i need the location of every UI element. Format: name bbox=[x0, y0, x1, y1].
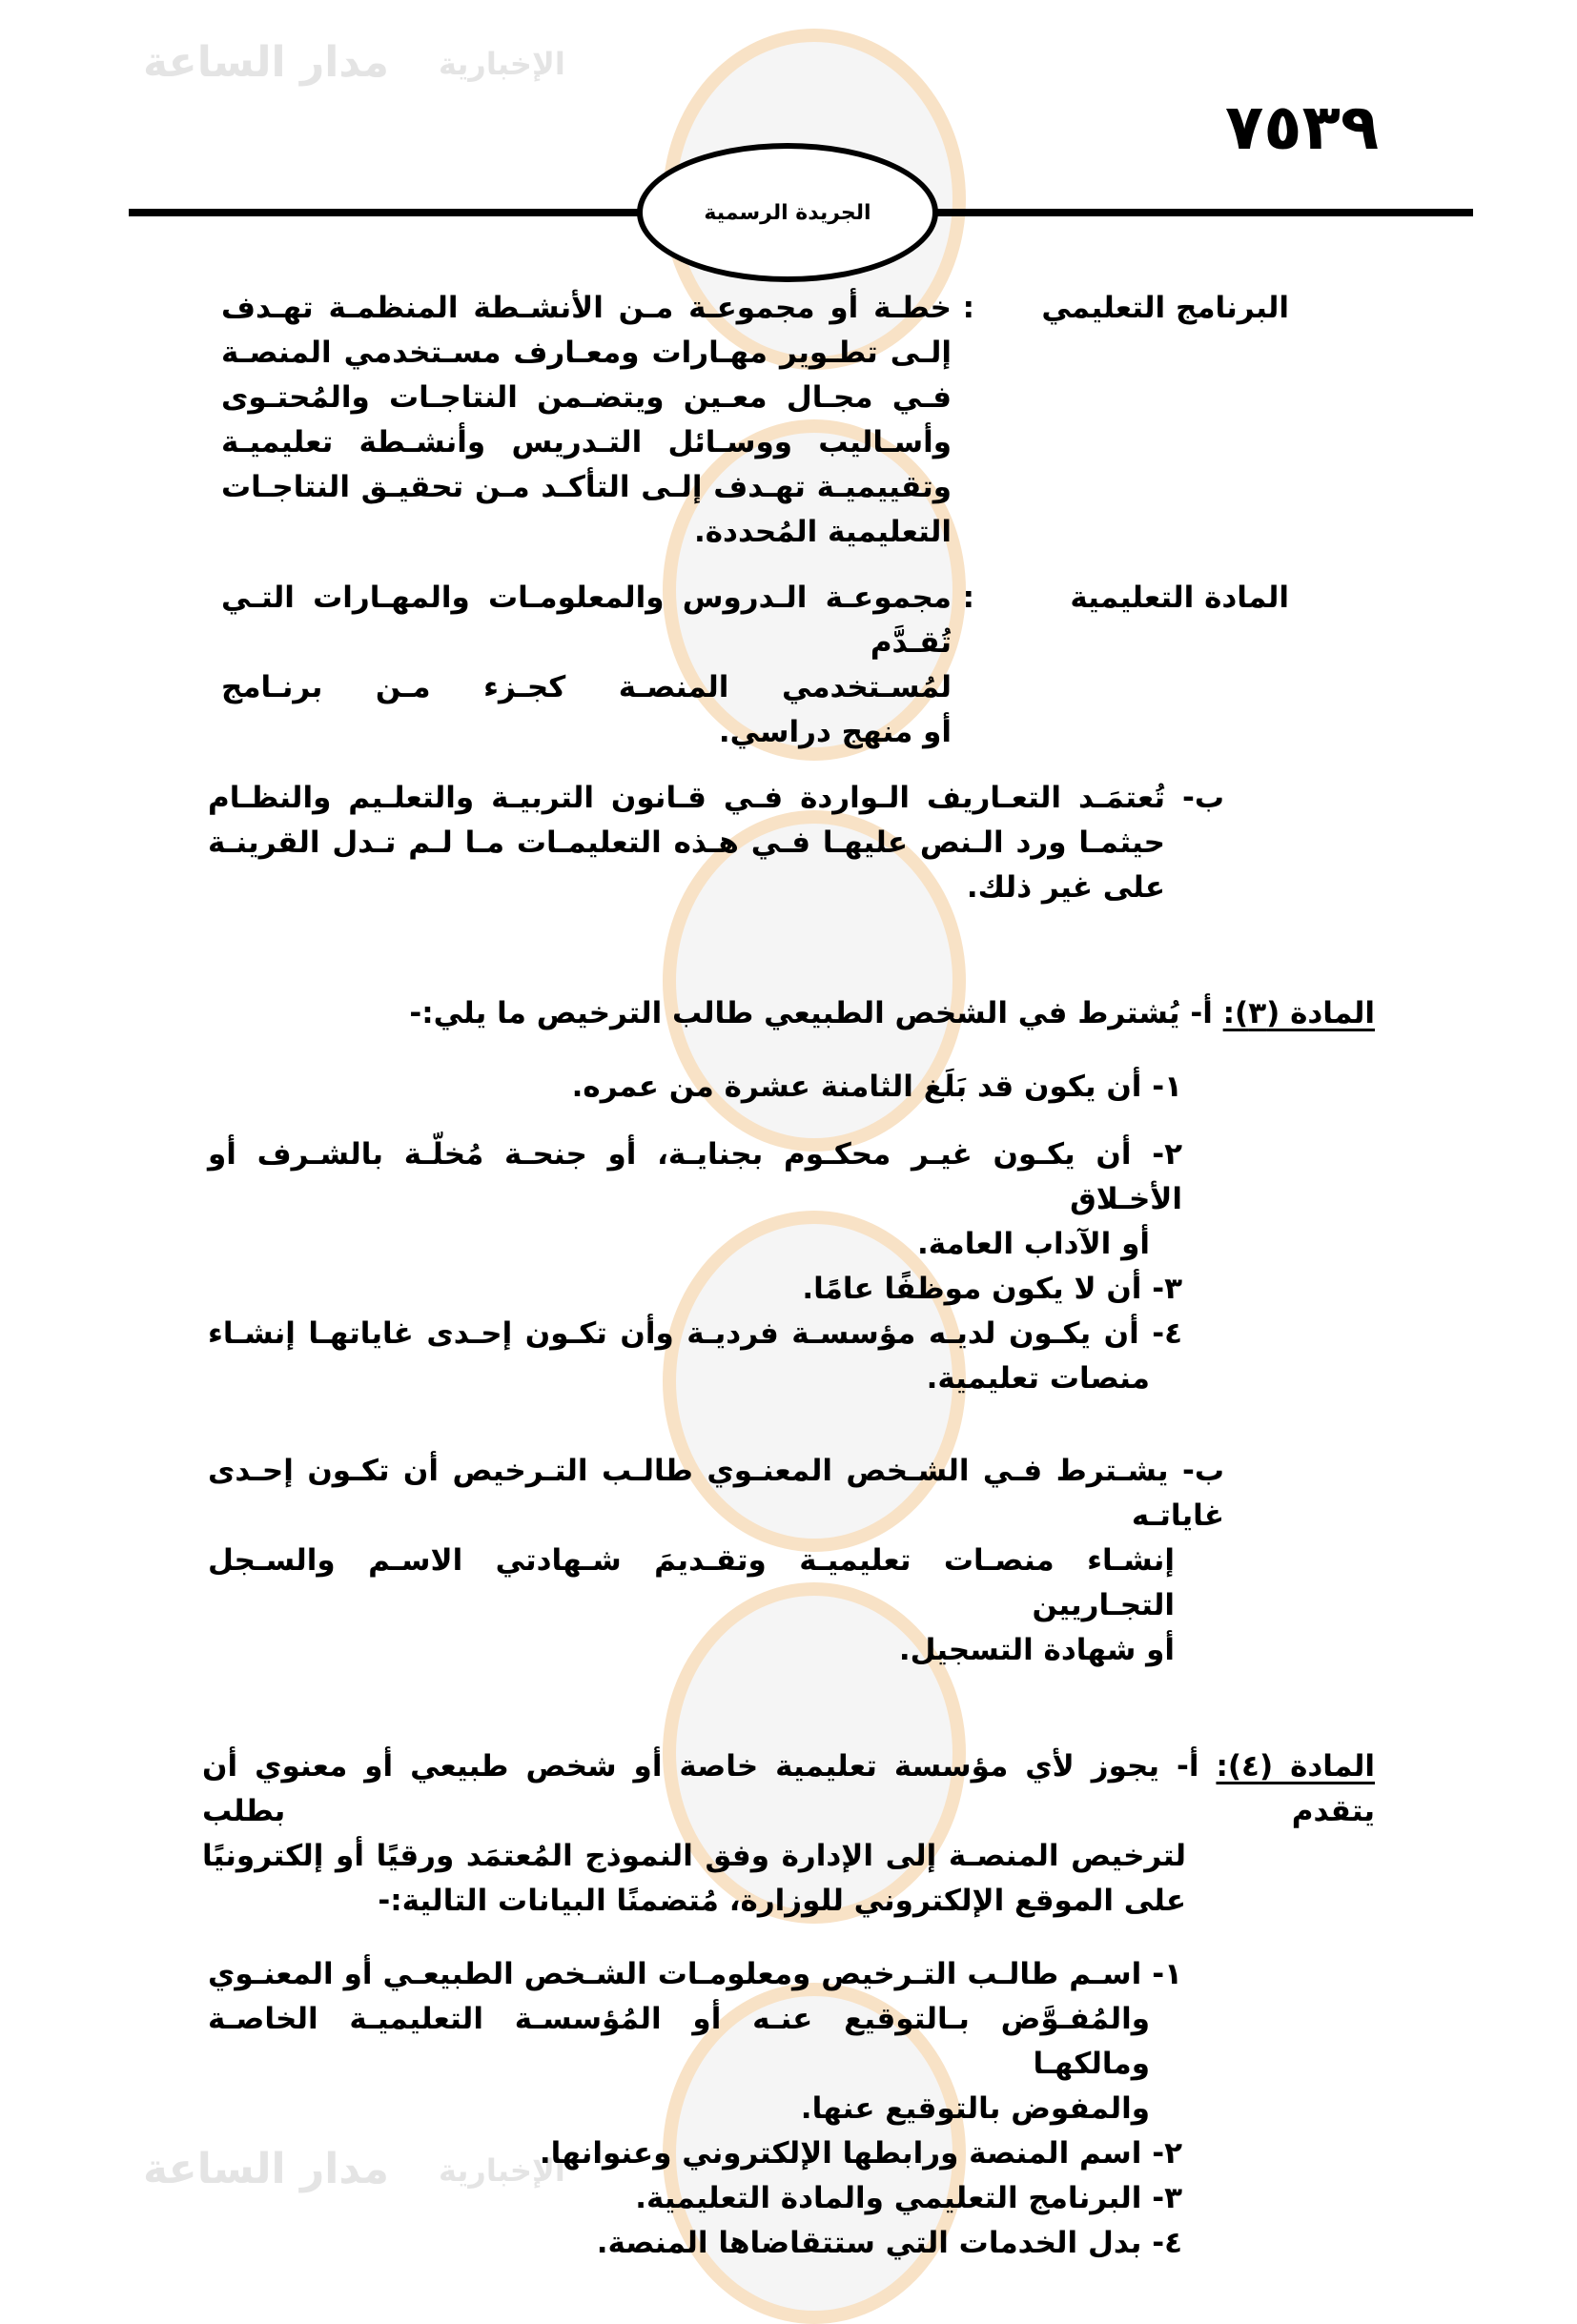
document-body bbox=[0, 286, 1577, 2266]
definition-text bbox=[221, 286, 952, 555]
definition-term: البرنامج التعليمي bbox=[1041, 291, 1289, 325]
clause-b bbox=[208, 776, 1224, 910]
definition-colon: : bbox=[962, 581, 974, 615]
article-4-item: ١- اسـم طالـب التـرخيص ومعلومـات الشـخص الطبيعـي أو المعنـوي bbox=[208, 1957, 1182, 1991]
article-3-clause-b-line: إنشـاء منصـات تعليميـة وتقـديمَ شـهادتي الاسـم والسـجل التجـاريين bbox=[208, 1543, 1175, 1622]
article-4-intro-line: على الموقع الإلكتروني للوزارة، مُتضمنًا البيانات التالية:- bbox=[378, 1884, 1186, 1918]
clause-b-line: حيثمـا ورد الـنص عليهـا فـي هـذه التعليمـات مـا لـم تـدل القرينـة bbox=[208, 826, 1165, 860]
watermark-brand: مدار الساعة bbox=[143, 38, 390, 87]
article-3-item: ٣- أن لا يكون موظفًا عامًا. bbox=[802, 1272, 1182, 1306]
article-4-item: والمفوض بالتوقيع عنها. bbox=[800, 2091, 1150, 2126]
definition-colon: : bbox=[962, 291, 974, 325]
definition-educational-material bbox=[221, 576, 1289, 755]
article-3-item: أو الآداب العامة. bbox=[916, 1227, 1150, 1261]
definition-text bbox=[221, 576, 952, 755]
article-3-item: ١- أن يكون قد بَلَغ الثامنة عشرة من عمره. bbox=[571, 1070, 1182, 1104]
article-4-item-3 bbox=[208, 2176, 1182, 2221]
article-4-label: المادة (٤): bbox=[1216, 1749, 1375, 1784]
clause-b-line: على غير ذلك. bbox=[966, 870, 1165, 905]
gazette-emblem bbox=[637, 143, 938, 282]
article-3-heading bbox=[202, 991, 1375, 1036]
article-4-item-1 bbox=[208, 1952, 1182, 2131]
watermark-subtitle: الإخبارية bbox=[439, 2152, 565, 2189]
article-4-heading bbox=[202, 1744, 1375, 1834]
article-4-item-4 bbox=[208, 2221, 1182, 2266]
article-4-item: والمُفـوَّض بـالتوقيع عنـه أو المُؤسسـة التعليميـة الخاصـة ومالكهـا bbox=[208, 2002, 1150, 2081]
article-3-item-3 bbox=[208, 1267, 1182, 1312]
article-3 bbox=[202, 991, 1375, 1036]
definition-term: المادة التعليمية bbox=[1070, 581, 1289, 615]
watermark-brand: مدار الساعة bbox=[143, 2145, 390, 2193]
definition-text-line: وأسـاليب ووسـائل التـدريس وأنشـطة تعليميـة bbox=[221, 425, 952, 459]
article-3-intro: أ- يُشترط في الشخص الطبيعي طالب الترخيص ما يلي:- bbox=[409, 996, 1213, 1030]
article-3-label: المادة (٣): bbox=[1222, 996, 1375, 1030]
article-3-clause-b-line: ب- يشـترط فـي الشـخص المعنـوي طالـب التـرخيص أن تكـون إحـدى غاياتـه bbox=[208, 1454, 1224, 1533]
article-4-item: ٢- اسم المنصة ورابطها الإلكتروني وعنوانها. bbox=[539, 2136, 1182, 2171]
definition-text-line: خطـة أو مجموعـة مـن الأنشـطة المنظمـة تهـدف bbox=[221, 291, 952, 325]
watermark-subtitle: الإخبارية bbox=[439, 46, 565, 82]
article-4-item-2 bbox=[208, 2131, 1182, 2176]
article-3-item: ٤- أن يكـون لديـه مؤسسـة فرديـة وأن تكـون إحـدى غاياتهـا إنشـاء bbox=[208, 1316, 1182, 1351]
definition-text-line: إلـى تطـوير مهـارات ومعـارف مسـتخدمي المنصـة bbox=[221, 336, 952, 370]
article-4 bbox=[202, 1744, 1375, 1924]
clause-b-line: ب- تُعتمَـد التعـاريف الـواردة فـي قـانون التربيـة والتعلـيم والنظـام bbox=[208, 781, 1224, 815]
definition-text-line: مجموعـة الـدروس والمعلومـات والمهـارات التـي تُقـدَّم bbox=[221, 581, 952, 660]
definition-text-line: وتقييميـة تهـدف إلـى التأكـد مـن تحقيـق النتاجـات bbox=[221, 470, 952, 504]
definition-text-line: لمُسـتخدمي المنصـة كجـزء مـن برنـامج bbox=[221, 670, 952, 704]
definition-text-line: أو منهج دراسي. bbox=[718, 715, 952, 749]
gazette-name: الجريدة الرسمية bbox=[704, 200, 871, 225]
article-3-item-1 bbox=[208, 1065, 1182, 1110]
article-3-item-2 bbox=[208, 1132, 1182, 1267]
article-4-item: ٤- بدل الخدمات التي ستتقاضاها المنصة. bbox=[596, 2226, 1182, 2260]
article-4-intro-line: لترخيص المنصـة إلى الإدارة وفق النموذج المُعتمَد ورقيًا أو إلكترونيًا bbox=[202, 1839, 1186, 1873]
article-4-item: ٣- البرنامج التعليمي والمادة التعليمية. bbox=[635, 2181, 1182, 2215]
definition-educational-program bbox=[221, 286, 1289, 555]
definition-text-line: التعليمية المُحددة. bbox=[693, 515, 952, 549]
article-3-clause-b-line: أو شهادة التسجيل. bbox=[898, 1633, 1175, 1667]
article-3-item: ٢- أن يكـون غيـر محكـوم بجنايـة، أو جنحـة مُخلّـة بالشـرف أو الأخـلاق bbox=[208, 1137, 1182, 1216]
article-3-item: منصات تعليمية. bbox=[926, 1361, 1150, 1396]
article-3-item-4 bbox=[208, 1312, 1182, 1401]
page-number: ٧٥٣٩ bbox=[1225, 91, 1380, 164]
article-4-intro: أ- يجوز لأي مؤسسة تعليمية خاصة أو شخص طبيعي أو معنوي أن يتقدم بطلب bbox=[202, 1749, 1375, 1828]
definition-text-line: فـي مجـال معـين ويتضـمن النتاجـات والمُحتـوى bbox=[221, 380, 952, 415]
article-3-clause-b bbox=[208, 1449, 1224, 1673]
